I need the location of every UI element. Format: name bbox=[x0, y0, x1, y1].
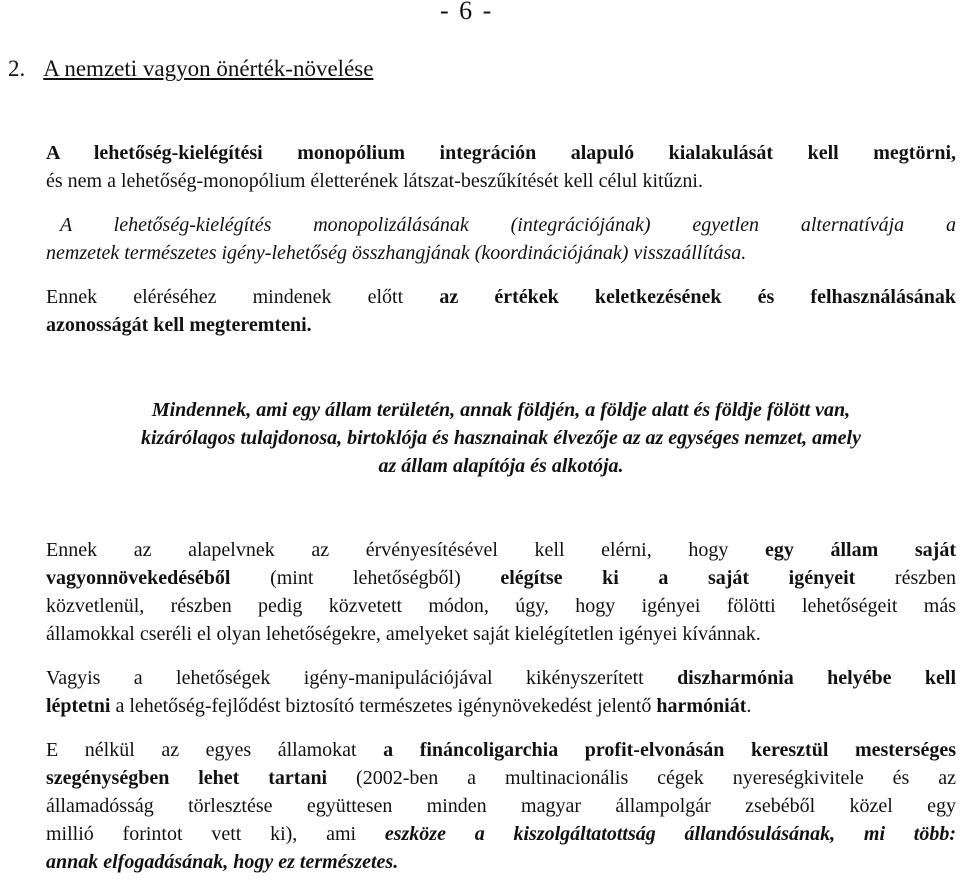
text-bold: elégítse ki a saját igényeit bbox=[500, 567, 856, 589]
section-title: A nemzeti vagyon önérték-növelése bbox=[43, 56, 374, 81]
paragraph-line: közvetlenül, részben pedig közvetett módon, úgy, hogy igényei fölötti lehetőségeit más bbox=[46, 595, 956, 617]
paragraph-line bbox=[46, 564, 956, 592]
section-heading bbox=[8, 56, 373, 82]
paragraph-principle bbox=[46, 536, 956, 648]
text-normal: Ennek az alapelvnek az érvényesítésével kell elérni, hogy bbox=[46, 539, 729, 561]
text-bold: harmóniát bbox=[656, 695, 747, 717]
text-bold-italic: eszköze a kiszolgáltatottság állandósulásának, mi több: bbox=[384, 823, 956, 845]
paragraph-line bbox=[46, 820, 956, 848]
paragraph-line: államadósság törlesztése együttesen minden magyar állampolgár zsebéből közel egy bbox=[46, 795, 956, 817]
text-bold: vagyonnövekedéséből bbox=[46, 567, 231, 589]
principle-quote bbox=[46, 396, 956, 480]
quote-line: az állam alapítója és alkotója. bbox=[378, 455, 624, 477]
paragraph-values bbox=[46, 283, 956, 339]
text-normal: a lehetőség-fejlődést biztosító természetes igénynövekedést jelentő bbox=[115, 695, 652, 717]
paragraph-line: államokkal cseréli el olyan lehetőségekre, amelyeket saját kielégítetlen igényei kívánnak. bbox=[46, 623, 761, 645]
text-normal: . bbox=[746, 695, 752, 717]
paragraph-line bbox=[46, 692, 956, 720]
text-normal: Ennek eléréséhez mindenek előtt bbox=[46, 286, 404, 308]
text-normal: Vagyis a lehetőségek igény-manipulációjával kikényszerített bbox=[46, 667, 644, 689]
paragraph-line bbox=[46, 736, 956, 764]
quote-line: Mindennek, ami egy állam területén, annak földjén, a földje alatt és földje fölött van, bbox=[151, 399, 851, 421]
paragraph-line: és nem a lehetőség-monopólium életterének látszat-beszűkítését kell célul kitűzni. bbox=[46, 170, 703, 192]
paragraph-line bbox=[46, 283, 956, 311]
text-bold: egy állam saját bbox=[764, 539, 956, 561]
paragraph-harmony bbox=[46, 664, 956, 720]
paragraph-line: azonosságát kell megteremteni. bbox=[46, 314, 312, 336]
text-normal: (mint lehetőségből) bbox=[270, 567, 461, 589]
page-number: - 6 - bbox=[440, 0, 494, 25]
text-normal: részben bbox=[894, 567, 956, 589]
paragraph-oligarchy bbox=[46, 736, 956, 876]
text-normal: E nélkül az egyes államokat bbox=[46, 739, 357, 761]
paragraph-line bbox=[46, 536, 956, 564]
paragraph-line: annak elfogadásának, hogy ez természetes. bbox=[46, 851, 399, 873]
text-bold: szegénységben lehet tartani bbox=[46, 767, 328, 789]
paragraph-line: A lehetőség-kielégítési monopólium integráción alapuló kialakulását kell megtörni, bbox=[46, 142, 956, 164]
paragraph-line bbox=[46, 664, 956, 692]
text-bold: a fináncoligarchia profit-elvonásán keresztül mesterséges bbox=[383, 739, 956, 761]
quote-line: kizárólagos tulajdonosa, birtoklója és hasznainak élvezője az az egységes nemzet, amely bbox=[140, 427, 861, 449]
paragraph-line: nemzetek természetes igény-lehetőség összhangjának (koordinációjának) visszaállítása. bbox=[46, 242, 747, 264]
paragraph-line: A lehetőség-kielégítés monopolizálásának (integrációjának) egyetlen alternatívája a bbox=[60, 214, 956, 236]
text-normal: millió forintot vett ki), ami bbox=[46, 823, 357, 845]
paragraph-monopoly bbox=[46, 139, 956, 195]
paragraph-line bbox=[46, 764, 956, 792]
text-bold: diszharmónia helyébe kell bbox=[677, 667, 956, 689]
section-number: 2. bbox=[8, 56, 26, 81]
text-normal: (2002-ben a multinacionális cégek nyereségkivitele és az bbox=[356, 767, 957, 789]
paragraph-alternative bbox=[46, 211, 956, 267]
text-bold: az értékek keletkezésének és felhasználásának bbox=[439, 286, 957, 308]
text-bold: léptetni bbox=[46, 695, 111, 717]
